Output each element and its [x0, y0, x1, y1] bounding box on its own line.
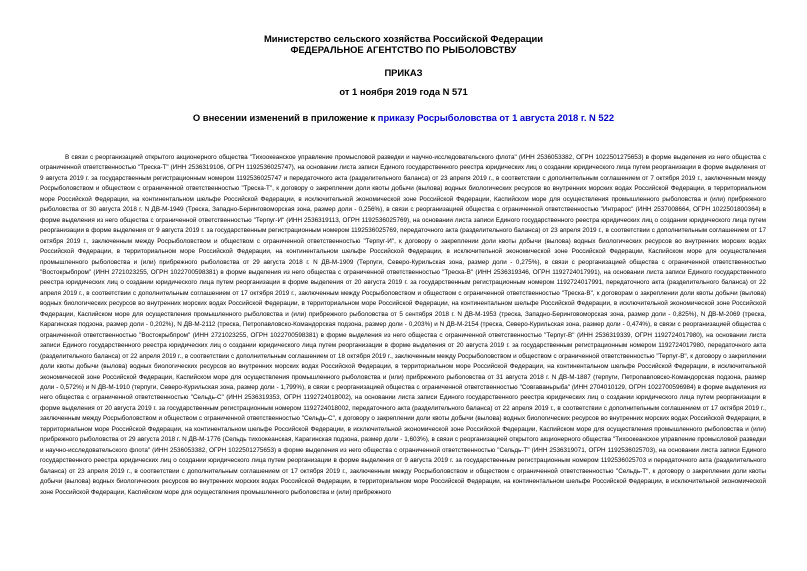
document-date: от 1 ноября 2019 года N 571: [339, 86, 468, 97]
title-prefix: О внесении изменений в приложение к: [192, 112, 378, 123]
document-body: [40, 153, 766, 498]
document-type: ПРИКАЗ: [384, 67, 423, 78]
order-link[interactable]: приказу Росрыболовства от 1 августа 2018 г. N 522: [377, 112, 615, 123]
agency-name: ФЕДЕРАЛЬНОЕ АГЕНТСТВО ПО РЫБОЛОВСТВУ: [290, 44, 517, 55]
ministry-name: Министерство сельского хозяйства Российской Федерации: [263, 33, 544, 44]
body-paragraph: В связи с реорганизацией открытого акционерного общества "Тихоокеанское управление промысловой разведки и научно-исследовательского флота" (ИНН 2536053382, ОГРН 1022501275653) в форме выделения из него общества с ограниченной ответственностью "Треска-Т" (ИНН 2536319106, ОГРН 1192536025747), на основании листа записи Единого государственного реестра юридических лиц о создании юридического лица путем реорганизации в форме выделения от 9 августа 2019 г. за государственным регистрационным номером 1192536025747 и передаточного акта (разделительного баланса) от 23 апреля 2019 г., в соответствии с дополнительным соглашением от 7 октября 2019 г., заключенным между Росрыболовством и обществом с ограниченной ответственностью "Треска-Т", к договору о закреплении доли квоты добычи (вылова) водных биологических ресурсов во внутренних морских водах Российской Федерации, в территориальном море Российской Федерации, на континентальном шельфе Российской Федерации, в исключительной экономической зоне Российской Федерации, Каспийском море для осуществления промышленного рыболовства и (или) прибрежного рыболовства от 30 августа 2018 г. N ДВ-М-1949 (Треска, Западно-Беринговоморская зона, размер доли - 0,256%), в связи с реорганизацией общества с ограниченной ответственностью "Интрарос" (ИНН 2537008664, ОГРН 1022501800364) в форме выделения из него общества с ограниченной ответственностью "Терпуг-И" (ИНН 2536319113, ОГРН 1192536025769), на основании листа записи Единого государственного реестра юридических лиц о создании юридического лица путем реорганизации в форме выделения от 9 августа 2019 г. за государственным регистрационным номером 1192536025769, передаточного акта (разделительного баланса) от 23 апреля 2019 г., в соответствии с дополнительным соглашением от 17 октября 2019 г., заключенным между Росрыболовством и обществом с ограниченной ответственностью "Терпуг-И", к договору о закреплении доли квоты добычи (вылова) водных биологических ресурсов во внутренних морских водах Российской Федерации, в территориальном море Российской Федерации, на континентальном шельфе Российской Федерации, в исключительной экономической зоне Российской Федерации, Каспийском море для осуществления промышленного рыболовства и (или) прибрежного рыболовства от 29 августа 2018 г. N ДВ-М-1909 (Терпуги, Северо-Курильская зона, размер доли - 0,275%), в связи с реорганизацией общества с ограниченной ответственностью "Востокрыбпром" (ИНН 2721023255, ОГРН 1022700598381) в форме выделения из него общества с ограниченной ответственностью "Треска-В" (ИНН 2536319346, ОГРН 1192724017991), на основании листа записи Единого государственного реестра юридических лиц о создании юридического лица путем реорганизации в форме выделения от 20 августа 2019 г. за государственным регистрационным номером 1192724017991, передаточного акта (разделительного баланса) от 22 апреля 2019 г., в соответствии с дополнительным соглашением от 17 октября 2019 г., заключенным между Росрыболовством и обществом с ограниченной ответственностью "Треска-В", к договорам о закреплении доли квоты добычи (вылова) водных биологических ресурсов во внутренних морских водах Российской Федерации, в территориальном море Российской Федерации, на континентальном шельфе Российской Федерации, в исключительной экономической зоне Российской Федерации, Каспийском море для осуществления промышленного рыболовства и (или) прибрежного рыболовства от 5 сентября 2018 г. N ДВ-М-1953 (треска, Западно-Беринговоморская зона, размер доли - 0,825%), N ДВ-М-2069 (треска, Карагинская подзона, размер доли - 0,202%), N ДВ-М-2112 (треска, Петропавловско-Командорская подзона, размер доли - 0,203%) и N ДВ-М-2154 (треска, Северо-Курильская зона, размер доли - 0,474%), в связи с реорганизацией общества с ограниченной ответственностью "Востокрыбпром" (ИНН 2721023255, ОГРН 1022700598381) в форме выделения из него общества с ограниченной ответственностью "Терпуг-В" (ИНН 2536319339, ОГРН 1192724017980), на основании листа записи Единого государственного реестра юридических лиц о создании юридического лица путем реорганизации в форме выделения от 20 августа 2019 г. за государственным регистрационным номером 1192724017980, передаточного акта (разделительного баланса) от 22 апреля 2019 г., в соответствии с дополнительным соглашением от 18 октября 2019 г., заключенным между Росрыболовством и обществом с ограниченной ответственностью "Терпуг-В", к договору о закреплении доли квоты добычи (вылова) водных биологических ресурсов во внутренних морских водах Российской Федерации, в территориальном море Российской Федерации, на континентальном шельфе Российской Федерации, в исключительной экономической зоне Российской Федерации, Каспийском море для осуществления промышленного рыболовства и (или) прибрежного рыболовства от 31 августа 2018 г. N ДВ-М-1887 (терпуги, Петропавловско-Командорская подзона, размер доли - 0,572%) и N ДВ-М-1910 (терпуги, Северо-Курильская зона, размер доли - 1,799%), в связи с реорганизацией общества с ограниченной ответственностью "Совгаваньрыба" (ИНН 2704010129, ОГРН 1022700596984) в форме выделения из него общества с ограниченной ответственностью "Сельдь-С" (ИНН 2536319353, ОГРН 1192724018002), на основании листа записи Единого государственного реестра юридических лиц о создании юридического лица путем реорганизации в форме выделения от 20 августа 2019 г. за государственным регистрационным номером 1192724018002, передаточного акта (разделительного баланса) от 22 апреля 2019 г., в соответствии с дополнительным соглашением от 17 октября 2019 г., заключенным между Росрыболовством и обществом с ограниченной ответственностью "Сельдь-С", к договору о закреплении доли квоты добычи (вылова) водных биологических ресурсов во внутренних морских водах Российской Федерации, в территориальном море Российской Федерации, на континентальном шельфе Российской Федерации, в исключительной экономической зоне Российской Федерации, Каспийском море для осуществления промышленного рыболовства и (или) прибрежного рыболовства от 29 августа 2018 г. N ДВ-М-1776 (Сельдь тихоокеанская, Карагинская подзона, размер доли - 1,603%), в связи с реорганизацией открытого акционерного общества "Тихоокеанское управление промысловой разведки и научно-исследовательского флота" (ИНН 2536053382, ОГРН 1022501275653) в форме выделения из него общества с ограниченной ответственностью "Сельдь-Т" (ИНН 2536319071, ОГРН 1192536025703), на основании листа записи Единого государственного реестра юридических лиц о создании юридического лица путем реорганизации в форме выделения от 9 августа 2019 г. за государственным регистрационным номером 1192536025703 и передаточного акта (разделительного баланса) от 23 апреля 2019 г., в соответствии с дополнительным соглашением от 17 октября 2019 г., заключенным между Росрыболовством и обществом с ограниченной ответственностью "Сельдь-Т", к договору о закреплении доли квоты добычи (вылова) водных биологических ресурсов во внутренних морских водах Российской Федерации, в территориальном море Российской Федерации, на континентальном шельфе Российской Федерации, в исключительной экономической зоне Российской Федерации, Каспийском море для осуществления промышленного рыболовства и (или) прибрежного: [40, 154, 766, 496]
document-title: [0, 112, 807, 123]
